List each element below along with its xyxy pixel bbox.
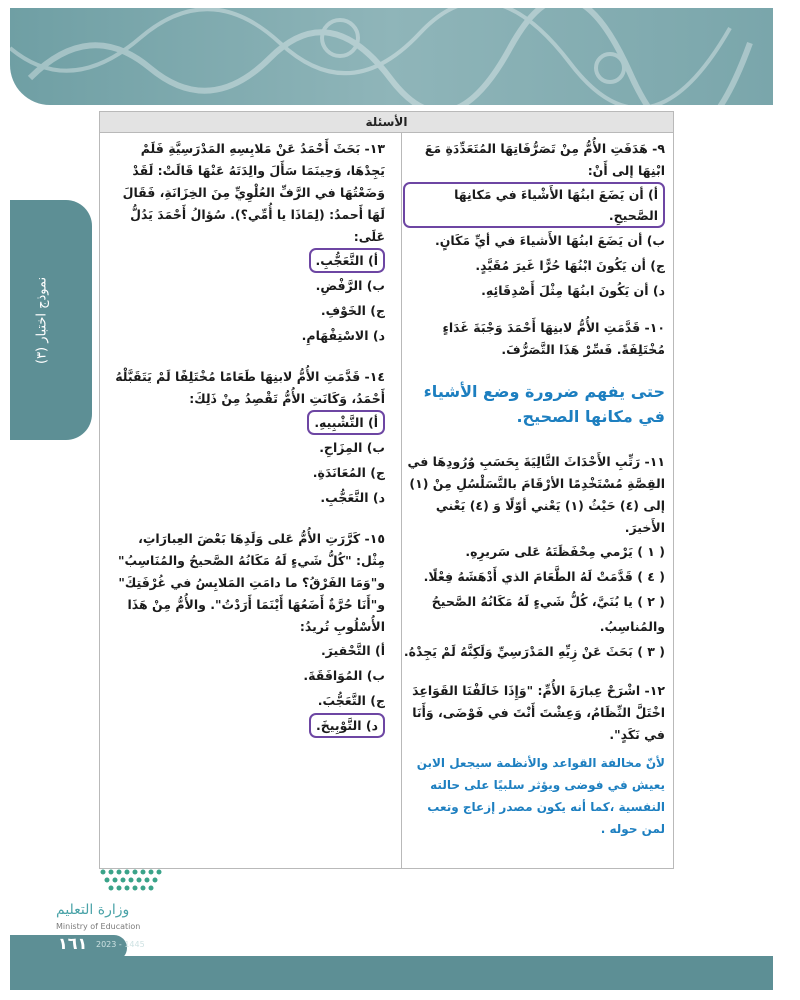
question-13: ١٣- بَحَثَ أَحْمَدُ عَنْ مَلابِسِهِ المَدْرَسِيَّةِ فَلَمْ يَجِدْهَا، وَحِينَمَا سَأَلَ والِدَتَهُ عَنْهَا قَالَتْ: لَقَدْ وَضَعْتُهَا في الرَّفِّ العُلْوِيِّ مِنَ الخِزَانَةِ، فَقَالَ لَهَا أَحمدُ: (لِمَاذَا يا أُمِّي؟). سُؤالُ أَحْمَدَ يَدُلُّ عَلَى:	[122, 141, 385, 244]
section-title: الأسئلة	[100, 112, 673, 133]
page-number: ١٦١	[58, 934, 88, 953]
question-11: ١١- رَتِّبِ الأَحْدَاثَ التَّالِيَةَ بِحَسَبِ وُرُودِهَا في القِصَّةِ مُسْتَخْدِمًا الأرْقَامَ بالتَّسَلْسُلِ مِنْ (١) إلى (٤) حَيْثُ (١) يَعْني أوّلًا وَ (٤) يَعْني الأَخيرَ.	[407, 454, 665, 535]
q14-option-c: ج) المُعَانَدَةِ.	[312, 465, 385, 480]
side-tab-label: نموذج اختبار (٣)	[34, 276, 50, 364]
q12-answer: لأنّ مخالفة القواعد والأنظمة سيجعل الابن يعيش في فوضى ويؤثر سلبيًا على حالته النفسية ،كما أنه يكون مصدر إزعاج وتعب لمن حوله .	[416, 756, 665, 836]
q15-option-d	[115, 713, 385, 738]
q14-option-d: د) التَّعَجُّبِ.	[320, 490, 385, 505]
q13-option-a	[115, 248, 385, 273]
q15-option-c: ج) التَّعَجُّبَ.	[317, 693, 385, 708]
question-12: ١٢- اشْرَحْ عِبارَةَ الأُمِّ: "وَإِذَا خَالَفْنَا القَوَاعِدَ اخْتَلَّ النِّظَامُ، وَعِشْتَ أَنْتَ في فَوْضَى، وَأَنَا في نَكَدٍ".	[412, 683, 665, 742]
q9-option-a	[403, 182, 665, 228]
q11-item-2: ( ٤ ) قَدَّمَتْ لَهُ الطَّعَامَ الذي أَدْهَشَهُ فِعْلًا.	[423, 569, 665, 584]
question-14: ١٤- قَدَّمَتِ الأُمُّ لابنِهَا طَعَامًا مُخْتَلِفًا لَمْ يَتَقَبَّلْهُ أَحْمَدُ، وَكَانَتِ الأُمُّ تَقْصِدُ مِنْ ذَلِكَ:	[115, 369, 385, 406]
q15-option-b: ب) المُوَافَقَةَ.	[303, 668, 385, 683]
ministry-name-arabic: وزارة التعليم	[56, 902, 130, 918]
left-column	[115, 138, 385, 738]
q9-option-b: ب) أن يَضَعَ ابنُهَا الأَشياءَ في أيِّ مَكَانٍ.	[434, 233, 665, 248]
q14-selected-answer: أ) التَّشْبِيهِ.	[307, 410, 385, 435]
q14-option-a	[115, 410, 385, 435]
q13-option-c: ج) الخَوْفِ.	[320, 303, 385, 318]
q11-item-1: ( ١ ) يَرْمي مِحْفَظَتَهُ عَلى سَريرِهِ.	[465, 544, 665, 559]
q13-option-d: د) الاسْتِفْهَامِ.	[301, 328, 385, 343]
right-column	[403, 138, 665, 840]
q15-option-a: أ) التَّحْقيرَ.	[320, 643, 385, 658]
questions-box	[99, 111, 674, 869]
ministry-name-english: Ministry of Education	[56, 922, 141, 931]
question-15: ١٥- كَرَّرَتِ الأُمُّ عَلى وَلَدِهَا بَعْضَ العِبارَاتِ، مِثْل: "كُلُّ شَيءٍ لَهُ مَكَانُهُ الصَّحيحُ والمُنَاسِبُ" و"وَمَا الفَرْقُ؟ ما دامَتِ المَلابِسُ في غُرْفَتِكَ" و"أَنَا حُرَّةٌ أَضَعُهَا أَيْنَمَا أَرَدْتُ". والأُمُّ مِنْ هَذَا الأُسْلُوبِ تُريدُ:	[117, 531, 385, 634]
q9-selected-answer: أ) أن يَضَعَ ابنُهَا الأَشْياءَ في مَكانِهَا الصَّحيحِ.	[403, 182, 665, 228]
q13-selected-answer: أ) التَّعَجُّبِ.	[309, 248, 385, 273]
q15-selected-answer: د) التَّوْبِيخَ.	[309, 713, 385, 738]
q13-option-b: ب) الرَّفْضِ.	[315, 278, 385, 293]
column-divider	[401, 132, 402, 869]
calligraphy-pattern-decoration	[10, 8, 773, 105]
question-10: ١٠- قَدَّمَتِ الأُمُّ لابنِهَا أَحْمَدَ وَجْبَةَ غَدَاءٍ مُخْتَلِفَةً. فَسِّرْ هَذَا التَّصَرُّفَ.	[442, 320, 665, 357]
ministry-logo-icon	[98, 866, 168, 894]
q11-item-4: ( ٣ ) بَحَثَ عَنْ زِيِّهِ المَدْرَسِيِّ وَلَكِنَّهُ لَمْ يَجِدْهُ.	[403, 644, 665, 659]
edition-year: 2023 - 1445	[96, 940, 145, 949]
q9-option-d: د) أن يَكُونَ ابنُهَا مِثْلَ أَصْدِقَائِهِ.	[481, 283, 665, 298]
q10-answer: حتى يفهم ضرورة وضع الأشياء في مكانها الصحيح.	[423, 382, 665, 426]
bottom-bar	[10, 956, 773, 990]
q9-option-c: ج) أن يَكُونَ ابْنُهَا حُرًّا غَيرَ مُقَيَّدٍ.	[475, 258, 665, 273]
q14-option-b: ب) المِزَاحِ.	[319, 440, 385, 455]
q11-item-3: ( ٢ ) يا بُنَيَّ، كُلُّ شَيءٍ لَهُ مَكَانُهُ الصَّحيحُ والمُناسِبُ.	[431, 594, 665, 634]
top-banner	[10, 8, 773, 105]
question-9: ٩- هَدَفَتِ الأُمُّ مِنْ تَصَرُّفَاتِهَا المُتَعَدِّدَةِ مَعَ ابْنِهَا إلى أَنْ:	[424, 141, 665, 178]
